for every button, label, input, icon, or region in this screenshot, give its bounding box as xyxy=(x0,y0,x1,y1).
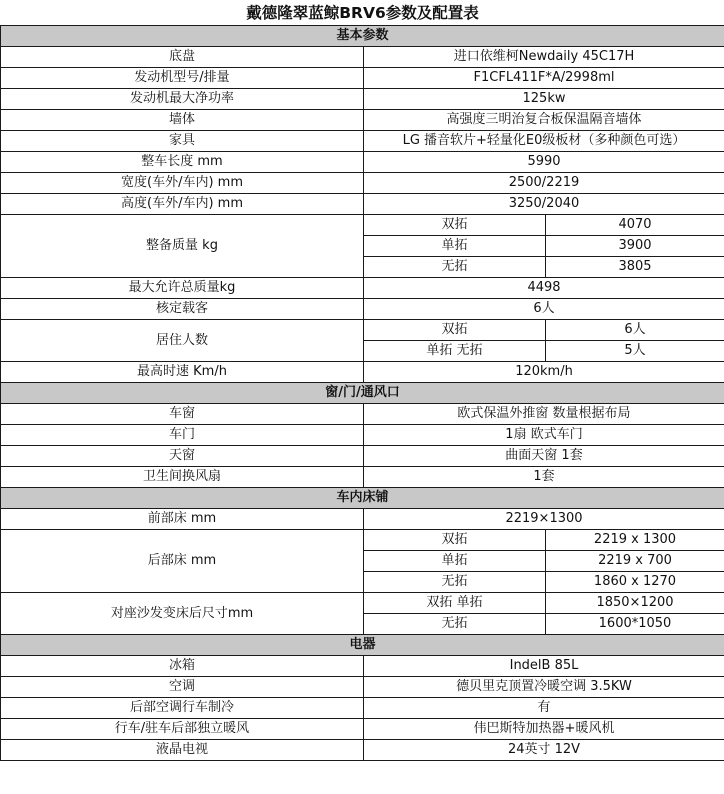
table-row xyxy=(1,89,724,110)
row-sublabel: 单拓 无拓 xyxy=(364,341,546,362)
section-header-basic: 基本参数 xyxy=(1,26,724,47)
table-row xyxy=(1,362,724,383)
row-label: 车窗 xyxy=(1,404,364,425)
row-value: 2219×1300 xyxy=(364,509,724,530)
section-header-electric: 电器 xyxy=(1,635,724,656)
row-sublabel: 双拓 xyxy=(364,215,546,236)
table-row xyxy=(1,467,724,488)
table-row xyxy=(1,173,724,194)
row-sublabel: 无拓 xyxy=(364,614,546,635)
row-sublabel: 无拓 xyxy=(364,572,546,593)
row-value: 125kw xyxy=(364,89,724,110)
row-label: 卫生间换风扇 xyxy=(1,467,364,488)
row-label: 高度(车外/车内) mm xyxy=(1,194,364,215)
row-sublabel: 双拓 xyxy=(364,530,546,551)
page-title: 戴德隆翠蓝鲸BRV6参数及配置表 xyxy=(1,0,724,26)
table-row xyxy=(1,299,724,320)
row-label: 冰箱 xyxy=(1,656,364,677)
row-value: 5990 xyxy=(364,152,724,173)
row-value: 24英寸 12V xyxy=(364,740,724,761)
row-value: 4070 xyxy=(546,215,724,236)
row-value: F1CFL411F*A/2998ml xyxy=(364,68,724,89)
row-label: 最大允许总质量kg xyxy=(1,278,364,299)
row-label: 行车/驻车后部独立暖风 xyxy=(1,719,364,740)
row-value: 2500/2219 xyxy=(364,173,724,194)
row-label: 后部空调行车制冷 xyxy=(1,698,364,719)
row-label: 底盘 xyxy=(1,47,364,68)
row-sublabel: 双拓 xyxy=(364,320,546,341)
row-label: 车门 xyxy=(1,425,364,446)
row-value: 1套 xyxy=(364,467,724,488)
row-sublabel: 双拓 单拓 xyxy=(364,593,546,614)
row-label: 整备质量 kg xyxy=(1,215,364,278)
row-value: 1850×1200 xyxy=(546,593,724,614)
row-value: 1扇 欧式车门 xyxy=(364,425,724,446)
row-value: 120km/h xyxy=(364,362,724,383)
row-value: 欧式保温外推窗 数量根据布局 xyxy=(364,404,724,425)
row-label: 整车长度 mm xyxy=(1,152,364,173)
row-sublabel: 单拓 xyxy=(364,236,546,257)
row-label: 空调 xyxy=(1,677,364,698)
row-label: 墙体 xyxy=(1,110,364,131)
row-value: LG 播音软片+轻量化E0级板材（多种颜色可选） xyxy=(364,131,724,152)
table-row xyxy=(1,593,724,614)
row-sublabel: 无拓 xyxy=(364,257,546,278)
row-value: 伟巴斯特加热器+暖风机 xyxy=(364,719,724,740)
table-row xyxy=(1,131,724,152)
table-row xyxy=(1,677,724,698)
row-label: 发动机最大净功率 xyxy=(1,89,364,110)
row-label: 居住人数 xyxy=(1,320,364,362)
row-value: 有 xyxy=(364,698,724,719)
table-row xyxy=(1,719,724,740)
row-value: 3805 xyxy=(546,257,724,278)
row-label: 发动机型号/排量 xyxy=(1,68,364,89)
section-header-windows: 窗/门/通风口 xyxy=(1,383,724,404)
table-row xyxy=(1,446,724,467)
row-value: 6人 xyxy=(546,320,724,341)
row-label: 前部床 mm xyxy=(1,509,364,530)
row-label: 最高时速 Km/h xyxy=(1,362,364,383)
row-value: 4498 xyxy=(364,278,724,299)
row-value: 1860 x 1270 xyxy=(546,572,724,593)
row-value: 6人 xyxy=(364,299,724,320)
row-label: 天窗 xyxy=(1,446,364,467)
section-header-beds: 车内床铺 xyxy=(1,488,724,509)
table-row xyxy=(1,656,724,677)
table-row xyxy=(1,425,724,446)
row-value: 2219 x 700 xyxy=(546,551,724,572)
table-row xyxy=(1,194,724,215)
table-row xyxy=(1,68,724,89)
row-value: 5人 xyxy=(546,341,724,362)
table-row xyxy=(1,110,724,131)
table-row xyxy=(1,530,724,551)
table-row xyxy=(1,698,724,719)
row-value: 曲面天窗 1套 xyxy=(364,446,724,467)
row-value: 3900 xyxy=(546,236,724,257)
row-label: 液晶电视 xyxy=(1,740,364,761)
row-sublabel: 单拓 xyxy=(364,551,546,572)
table-row xyxy=(1,404,724,425)
row-value: 德贝里克顶置冷暖空调 3.5KW xyxy=(364,677,724,698)
table-row xyxy=(1,215,724,236)
row-value: 1600*1050 xyxy=(546,614,724,635)
table-row xyxy=(1,278,724,299)
row-label: 对座沙发变床后尺寸mm xyxy=(1,593,364,635)
table-row xyxy=(1,320,724,341)
table-row xyxy=(1,740,724,761)
row-label: 后部床 mm xyxy=(1,530,364,593)
table-row xyxy=(1,152,724,173)
row-label: 核定载客 xyxy=(1,299,364,320)
row-value: IndelB 85L xyxy=(364,656,724,677)
table-row xyxy=(1,47,724,68)
row-label: 宽度(车外/车内) mm xyxy=(1,173,364,194)
row-value: 进口依维柯Newdaily 45C17H xyxy=(364,47,724,68)
row-value: 2219 x 1300 xyxy=(546,530,724,551)
row-label: 家具 xyxy=(1,131,364,152)
row-value: 高强度三明治复合板保温隔音墙体 xyxy=(364,110,724,131)
row-value: 3250/2040 xyxy=(364,194,724,215)
table-row xyxy=(1,509,724,530)
